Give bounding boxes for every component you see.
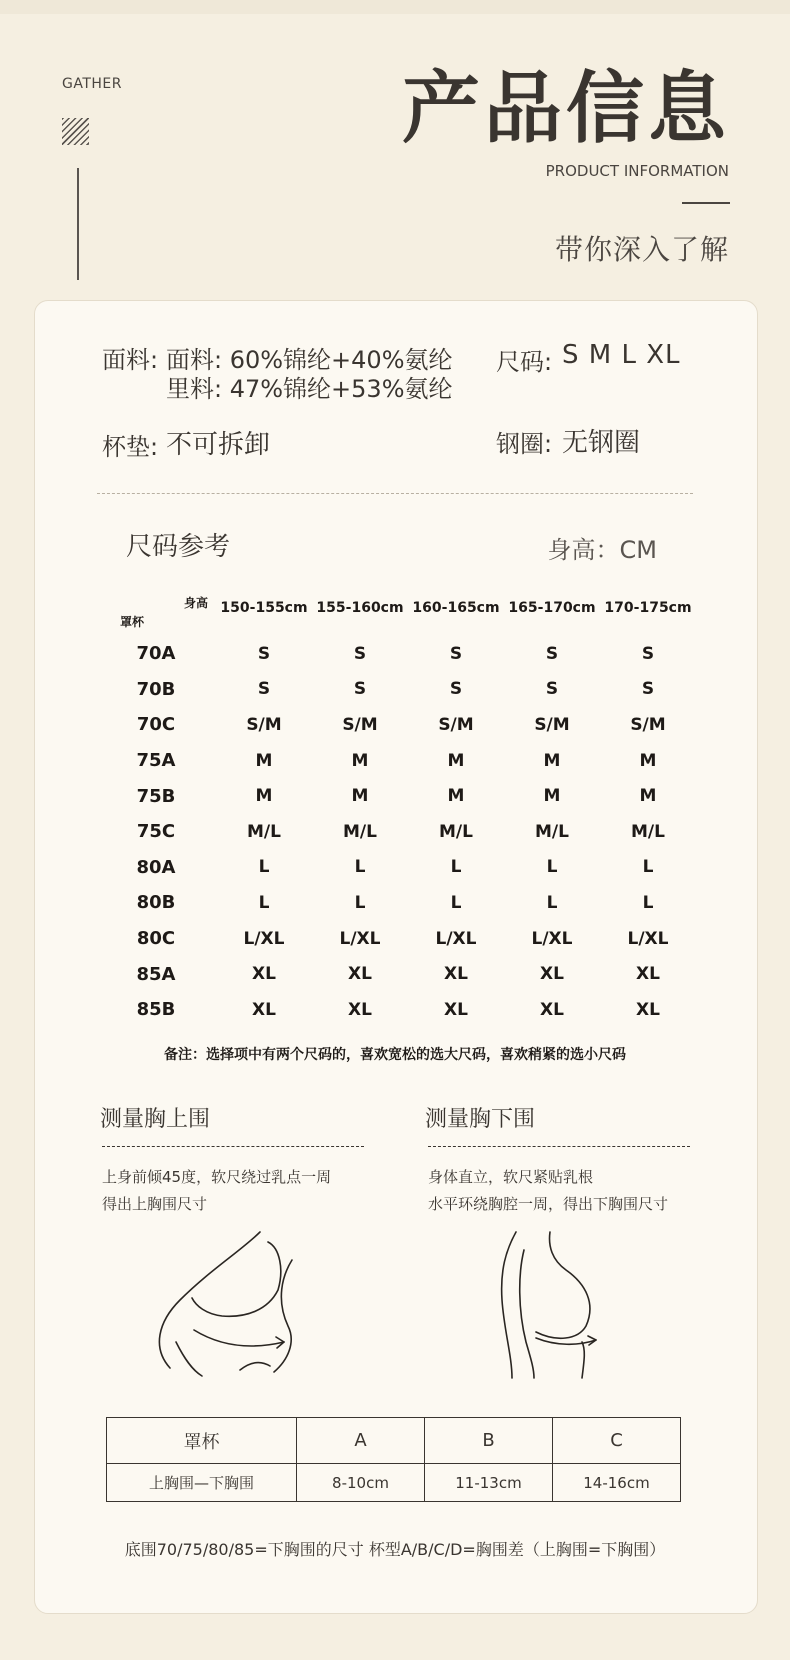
size-cell: S (257, 643, 271, 664)
cup-header: 罩杯 (107, 1418, 297, 1464)
size-cell: L (642, 892, 654, 913)
lower-bust-rule (428, 1146, 690, 1147)
size-cell: M (351, 750, 369, 771)
page-subtitle: PRODUCT INFORMATION (545, 162, 729, 180)
dashed-divider (97, 493, 693, 494)
size-cell: M (543, 750, 561, 771)
size-cell: M/L (631, 821, 665, 842)
top-strip (0, 0, 790, 14)
size-cell: XL (540, 999, 564, 1020)
size-label: 尺码: (496, 348, 553, 376)
table-row (96, 850, 696, 886)
size-cell: XL (444, 999, 468, 1020)
size-cell: L (450, 857, 462, 878)
corner-cell (96, 580, 216, 636)
size-cell: L/XL (339, 928, 381, 949)
fabric-label: 面料: (102, 346, 159, 374)
size-cell: S/M (342, 714, 378, 735)
bust-difference-label: 上胸围—下胸围 (107, 1464, 297, 1502)
cup-label: 85B (136, 999, 176, 1021)
table-row (96, 778, 696, 814)
size-cell: M/L (535, 821, 569, 842)
size-cell: L/XL (627, 928, 669, 949)
size-cell: S/M (534, 714, 570, 735)
lower-bust-title: 测量胸下围 (425, 1107, 536, 1132)
table-row (96, 672, 696, 708)
title-underline (682, 202, 730, 204)
cup-header: C (553, 1418, 681, 1464)
size-cell: S (353, 643, 367, 664)
table-row (96, 743, 696, 779)
upper-bust-figure-icon (150, 1230, 320, 1380)
height-header: 165-170cm (508, 600, 596, 616)
size-cell: M (447, 750, 465, 771)
size-reference-title: 尺码参考 (126, 532, 231, 562)
size-cell: S (449, 679, 463, 700)
cup-value: 8-10cm (297, 1464, 425, 1502)
size-cell: S/M (438, 714, 474, 735)
footnote: 底围70/75/80/85=下胸围的尺寸 杯型A/B/C/D=胸围差（上胸围=下胸围） (124, 1540, 666, 1559)
size-cell: L (450, 892, 462, 913)
cup-label: 75A (136, 750, 176, 772)
size-cell: XL (444, 964, 468, 985)
upper-bust-rule (102, 1146, 364, 1147)
cup-value: 11-13cm (425, 1464, 553, 1502)
corner-cup-label: 罩杯 (120, 615, 145, 629)
cup-label: 75B (136, 785, 176, 807)
size-table-header (96, 580, 696, 636)
size-cell: XL (636, 999, 660, 1020)
height-header: 150-155cm (220, 600, 308, 616)
cup-label: 80B (136, 892, 176, 914)
size-cell: L (354, 857, 366, 878)
size-cell: M (255, 786, 273, 807)
pad-label: 杯垫: (102, 433, 159, 461)
size-cell: L (258, 892, 270, 913)
lower-bust-text-1: 身体直立，软尺紧贴乳根 (428, 1168, 594, 1186)
upper-bust-text-2: 得出上胸围尺寸 (102, 1195, 208, 1213)
size-value: S M L XL (562, 340, 681, 370)
size-cell: M (639, 750, 657, 771)
size-cell: M (255, 750, 273, 771)
table-row (96, 707, 696, 743)
fabric-outer: 面料: 60%锦纶+40%氨纶 (166, 346, 453, 374)
size-cell: S (641, 679, 655, 700)
size-cell: L (354, 892, 366, 913)
cup-label: 70B (136, 678, 176, 700)
size-cell: L/XL (243, 928, 285, 949)
height-header: 170-175cm (604, 600, 692, 616)
pad-value: 不可拆卸 (166, 430, 271, 460)
lower-bust-text-2: 水平环绕胸腔一周，得出下胸围尺寸 (428, 1195, 669, 1213)
size-cell: XL (348, 999, 372, 1020)
brand-tag: GATHER (62, 76, 122, 92)
size-cell: L/XL (435, 928, 477, 949)
size-cell: L (642, 857, 654, 878)
cup-header: A (297, 1418, 425, 1464)
fabric-lining: 里料: 47%锦纶+53%氨纶 (166, 375, 453, 403)
upper-bust-title: 测量胸上围 (100, 1107, 211, 1132)
table-row (96, 956, 696, 992)
height-header: 160-165cm (412, 600, 500, 616)
size-cell: S/M (246, 714, 282, 735)
cup-label: 85A (136, 963, 176, 985)
size-cell: M (543, 786, 561, 807)
table-row (96, 885, 696, 921)
size-cell: XL (252, 964, 276, 985)
cup-label: 70A (136, 643, 176, 665)
size-cell: S (545, 679, 559, 700)
height-header: 155-160cm (316, 600, 404, 616)
size-cell: S (641, 643, 655, 664)
size-cell: S (353, 679, 367, 700)
vertical-divider (77, 168, 79, 280)
table-row (96, 921, 696, 957)
size-cell: XL (636, 964, 660, 985)
size-cell: S/M (630, 714, 666, 735)
table-row (96, 814, 696, 850)
table-row (107, 1418, 681, 1464)
cup-label: 80C (136, 928, 176, 950)
size-cell: L (546, 892, 558, 913)
cup-label: 80A (136, 856, 176, 878)
page-title: 产品信息 (401, 64, 730, 154)
size-cell: L (546, 857, 558, 878)
size-table (96, 580, 696, 1028)
size-cell: XL (348, 964, 372, 985)
slogan: 带你深入了解 (554, 233, 729, 266)
size-cell: S (545, 643, 559, 664)
upper-bust-text-1: 上身前倾45度，软尺绕过乳点一周 (102, 1168, 332, 1186)
hatch-square-icon (62, 118, 89, 145)
table-row (96, 992, 696, 1028)
size-cell: M (639, 786, 657, 807)
cup-header: B (425, 1418, 553, 1464)
lower-bust-figure-icon (496, 1230, 616, 1380)
size-cell: M/L (439, 821, 473, 842)
cup-label: 75C (136, 821, 176, 843)
size-cell: XL (252, 999, 276, 1020)
size-cell: M (447, 786, 465, 807)
table-row (96, 636, 696, 672)
cup-difference-table (106, 1417, 681, 1502)
size-cell: M/L (247, 821, 281, 842)
size-note: 备注：选择项中有两个尺码的，喜欢宽松的选大尺码，喜欢稍紧的选小尺码 (164, 1047, 626, 1063)
size-cell: XL (540, 964, 564, 985)
cup-value: 14-16cm (553, 1464, 681, 1502)
corner-height-label: 身高 (183, 596, 208, 610)
size-cell: L (258, 857, 270, 878)
cup-label: 70C (136, 714, 176, 736)
size-cell: M (351, 786, 369, 807)
size-cell: S (257, 679, 271, 700)
size-cell: S (449, 643, 463, 664)
height-unit: 身高：CM (547, 536, 657, 564)
size-cell: L/XL (531, 928, 573, 949)
wire-label: 钢圈: (496, 430, 553, 458)
wire-value: 无钢圈 (562, 428, 641, 458)
size-cell: M/L (343, 821, 377, 842)
table-row (107, 1464, 681, 1502)
